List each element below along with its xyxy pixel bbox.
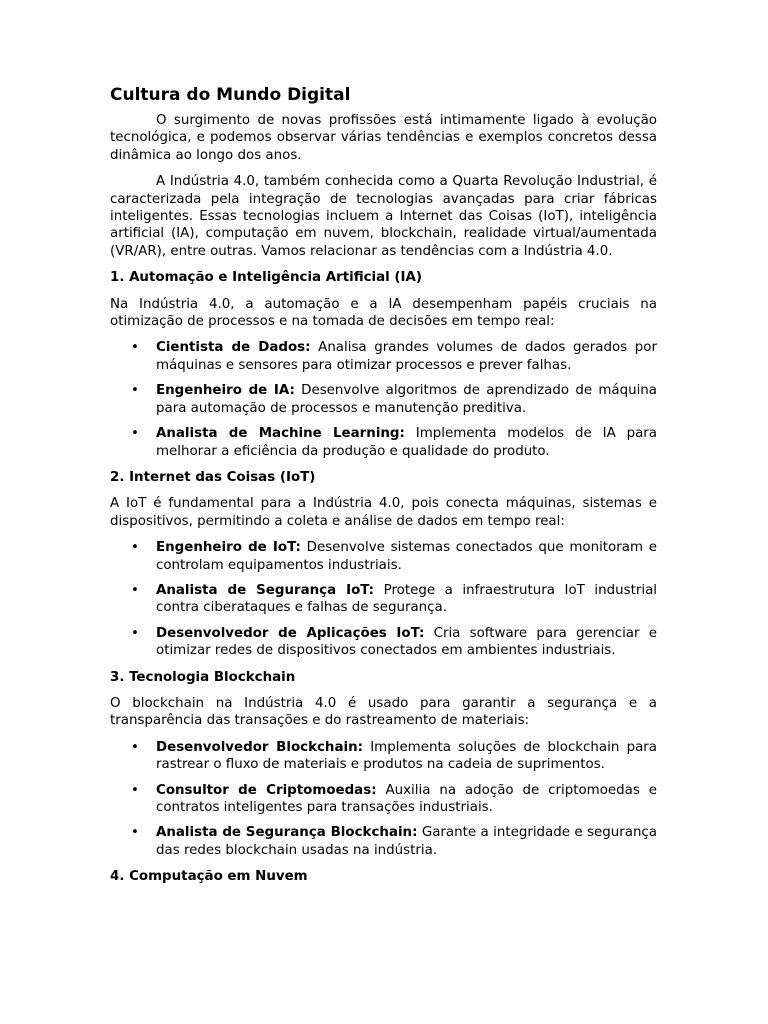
section-list-iot	[110, 539, 657, 659]
list-item-desc: Cria software para gerenciar e otimizar redes de dispositivos conectados em ambientes industriais.	[156, 625, 657, 659]
section-heading-iot: 2. Internet das Coisas (IoT)	[110, 469, 316, 485]
section-text-ai: Na Indústria 4.0, a automação e a IA desempenham papéis cruciais na otimização de processos e na tomada de decisões em tempo real:	[110, 296, 657, 330]
list-item-term: Desenvolvedor de Aplicações IoT:	[156, 625, 425, 641]
list-item-desc: Garante a integridade e segurança das redes blockchain usadas na indústria.	[156, 825, 657, 858]
list-item-term: Analista de Segurança Blockchain:	[156, 825, 418, 841]
list-item-term: Analista de Machine Learning:	[156, 426, 405, 442]
list-item-term: Engenheiro de IoT:	[156, 540, 301, 556]
bullet-icon: •	[131, 739, 139, 755]
list-item-term: Cientista de Dados:	[156, 340, 311, 356]
list-item-term: Consultor de Criptomoedas:	[156, 782, 377, 798]
list-item	[110, 382, 657, 417]
document-title: Cultura do Mundo Digital	[110, 85, 351, 105]
intro-paragraph-1: O surgimento de novas profissões está intimamente ligado à evolução tecnológica, e podemos observar várias tendências e exemplos concretos dessa dinâmica ao longo dos anos.	[110, 113, 657, 163]
list-item-desc: Implementa modelos de IA para melhorar a eficiência da produção e qualidade do produto.	[156, 426, 658, 459]
list-item-desc: Protege a infraestrutura IoT industrial contra ciberataques e falhas de segurança.	[156, 582, 657, 616]
section-heading-ai: 1. Automação e Inteligência Artificial (IA)	[110, 270, 423, 286]
list-item	[110, 539, 657, 574]
list-item	[110, 739, 657, 774]
list-item	[110, 339, 657, 374]
bullet-icon: •	[131, 383, 139, 399]
list-item	[110, 625, 657, 660]
intro-paragraph-2: A Indústria 4.0, também conhecida como a Quarta Revolução Industrial, é caracterizada pela integração de tecnologias avançadas para criar fábricas inteligentes. Essas tecnologias incluem a Internet das Coisas (IoT), inteligência artificial (IA), computação em nuvem, blockchain, realidade virtual/aumentada (VR/AR), entre outras. Vamos relacionar as tendências com a Indústria 4.0.	[110, 174, 657, 259]
list-item	[110, 824, 657, 859]
section-text-iot: A IoT é fundamental para a Indústria 4.0, pois conecta máquinas, sistemas e dispositivos, permitindo a coleta e análise de dados em tempo real:	[110, 496, 657, 529]
list-item	[110, 582, 657, 617]
bullet-icon: •	[131, 782, 139, 798]
list-item	[110, 425, 657, 460]
document-page	[110, 84, 657, 895]
list-item-desc: Auxilia na adoção de criptomoedas e contratos inteligentes para transações industriais.	[156, 782, 657, 815]
section-heading-blockchain: 3. Tecnologia Blockchain	[110, 669, 296, 685]
bullet-icon: •	[131, 540, 139, 556]
bullet-icon: •	[131, 426, 139, 442]
section-text-blockchain: O blockchain na Indústria 4.0 é usado para garantir a segurança e a transparência das transações e do rastreamento de materiais:	[110, 695, 657, 729]
bullet-icon: •	[131, 340, 139, 356]
list-item-term: Engenheiro de IA:	[156, 383, 295, 399]
list-item-desc: Desenvolve sistemas conectados que monitoram e controlam equipamentos industriais.	[156, 540, 657, 573]
list-item-term: Analista de Segurança IoT:	[156, 582, 375, 598]
list-item-desc: Implementa soluções de blockchain para rastrear o fluxo de materiais e produtos na cadeia de suprimentos.	[156, 739, 657, 773]
section-list-ai	[110, 339, 657, 459]
section-list-blockchain	[110, 739, 657, 859]
bullet-icon: •	[131, 582, 139, 598]
section-heading-cloud: 4. Computação em Nuvem	[110, 869, 308, 885]
list-item	[110, 782, 657, 817]
list-item-term: Desenvolvedor Blockchain:	[156, 739, 363, 755]
bullet-icon: •	[131, 625, 139, 641]
bullet-icon: •	[131, 825, 139, 841]
list-item-desc: Analisa grandes volumes de dados gerados por máquinas e sensores para otimizar processos e prever falhas.	[156, 340, 658, 373]
list-item-desc: Desenvolve algoritmos de aprendizado de máquina para automação de processos e manutenção preditiva.	[156, 383, 657, 416]
